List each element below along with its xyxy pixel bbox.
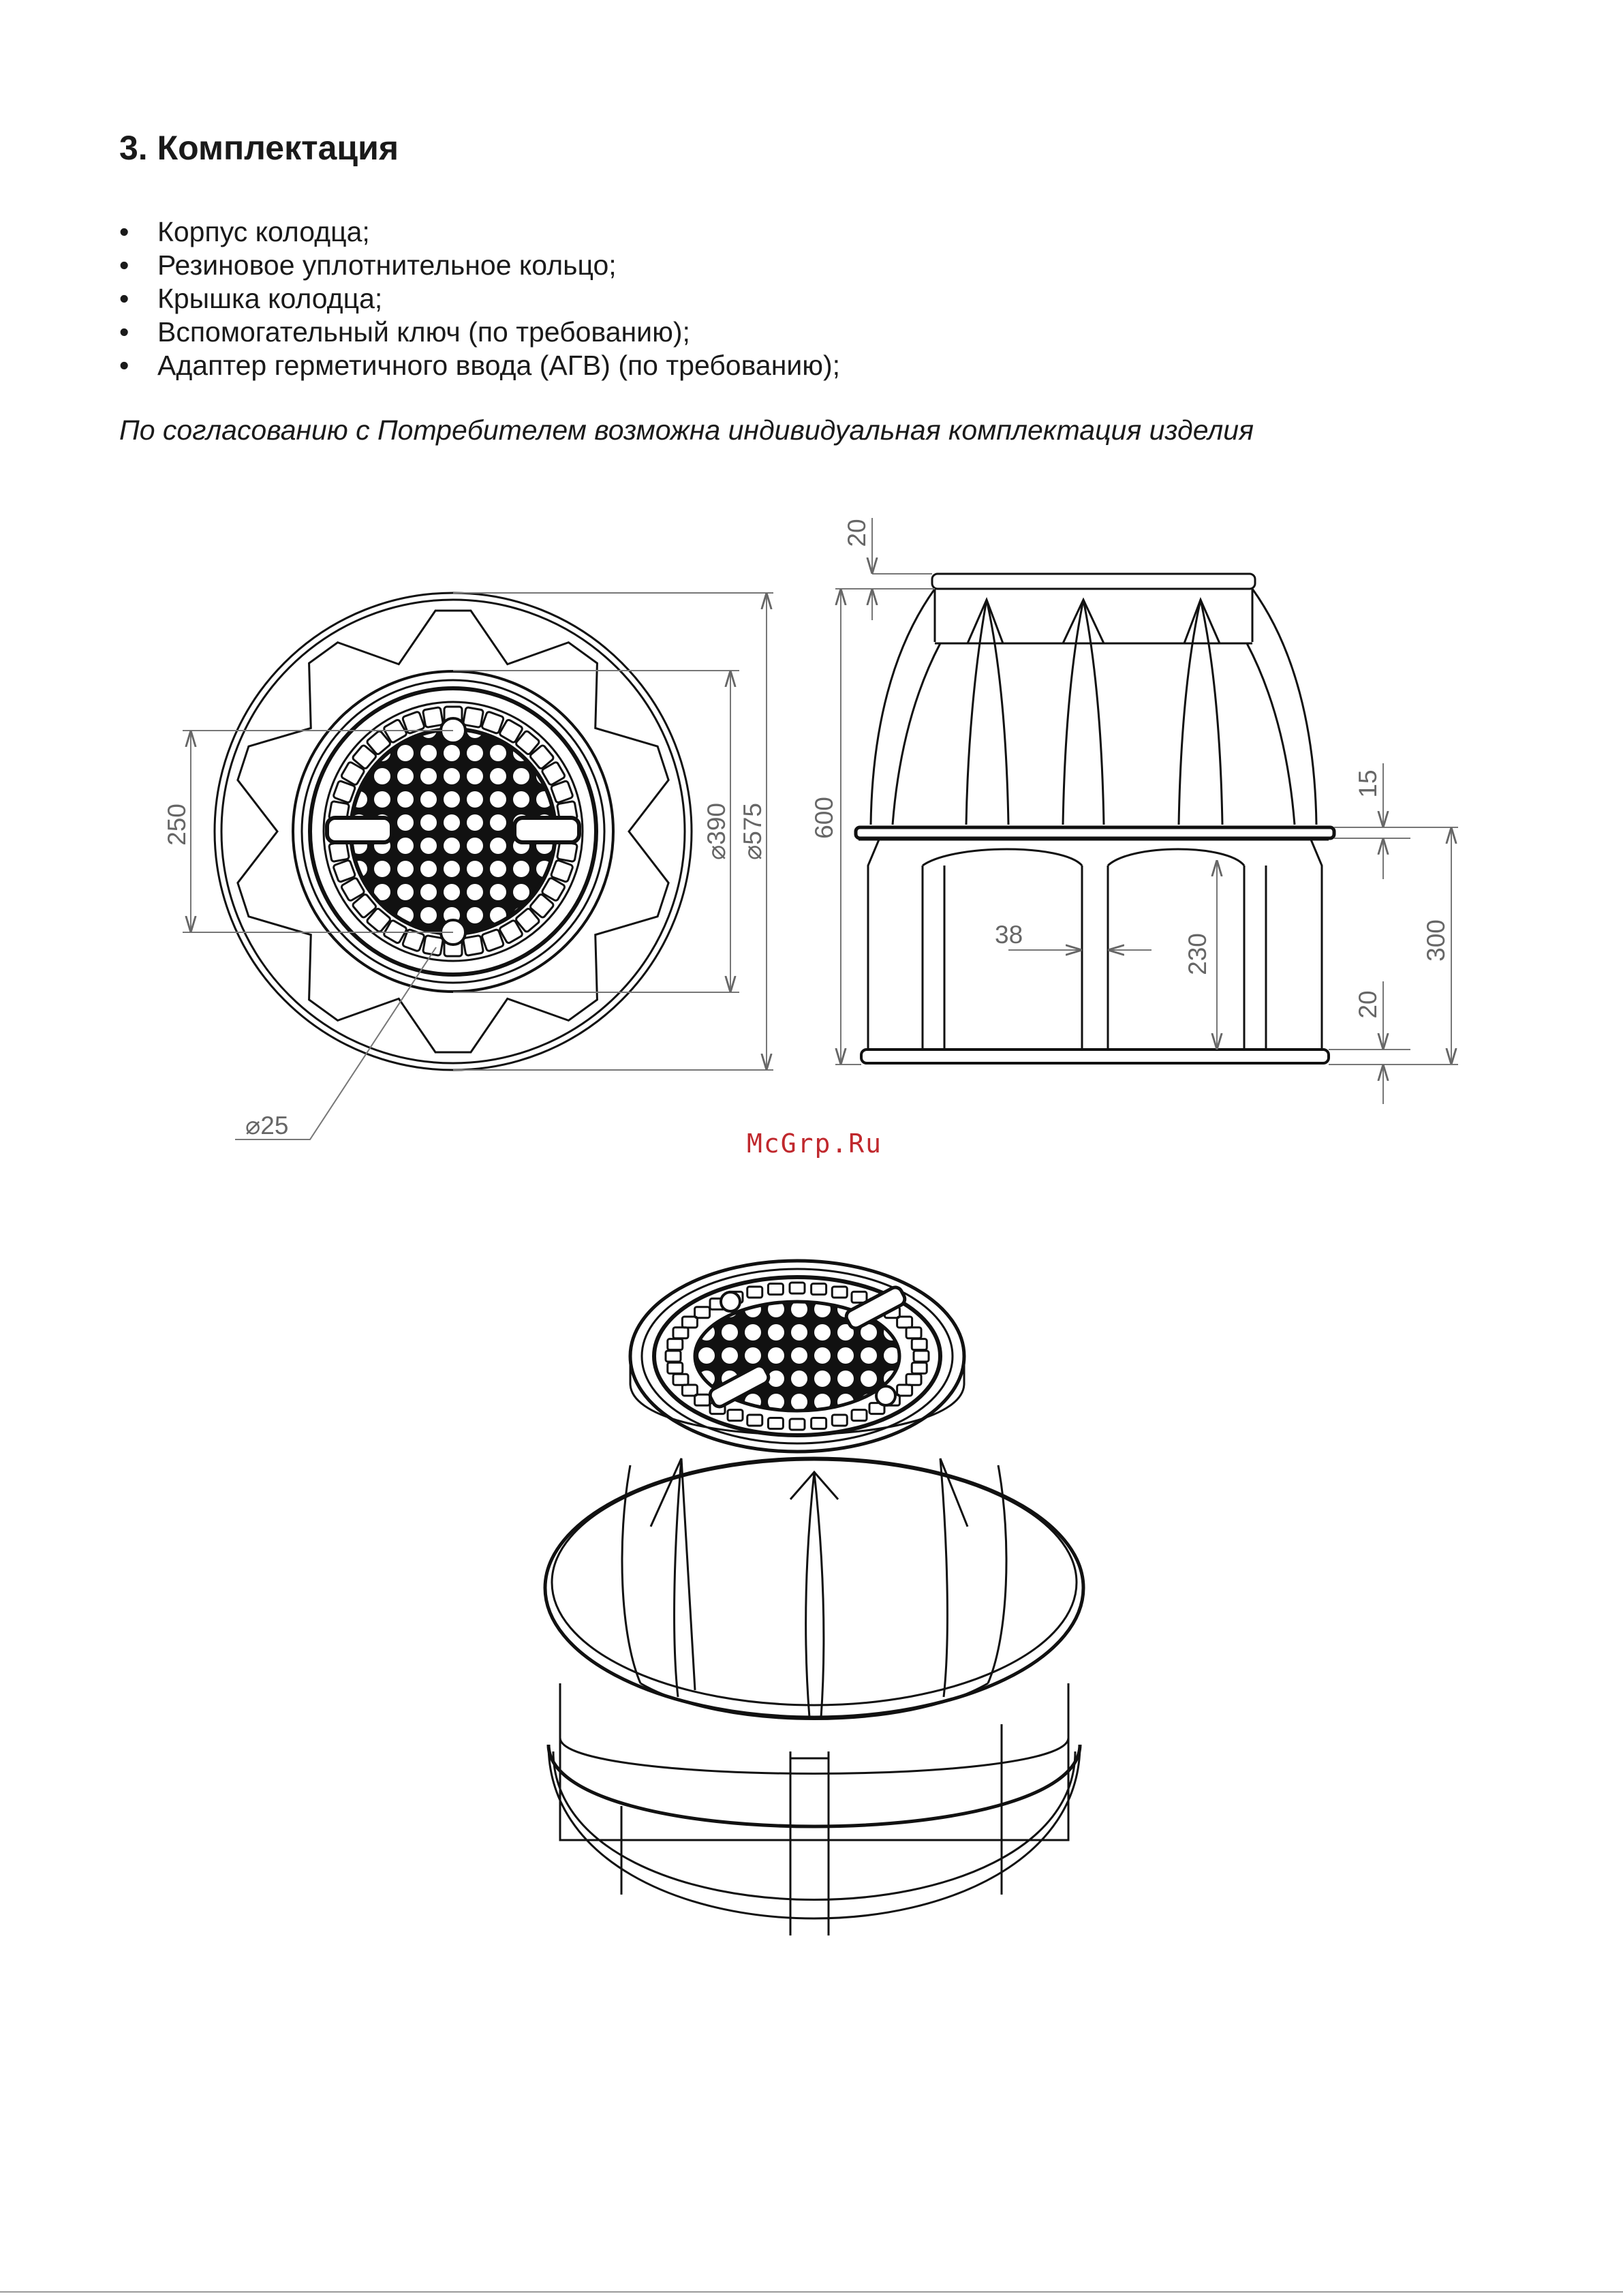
cover-segment <box>912 1339 927 1350</box>
cover-segment <box>673 1328 688 1338</box>
list-item: • Адаптер герметичного ввода (АГВ) (по требованию); <box>119 350 841 381</box>
dim-d25: ⌀25 <box>245 1112 289 1139</box>
list-item: • Вспомогательный ключ (по требованию); <box>119 316 690 348</box>
configuration-note: По согласованию с Потребителем возможна индивидуальная комплектация изделия <box>119 414 1254 446</box>
cover-segment <box>812 1284 826 1295</box>
cover-segment <box>463 935 483 955</box>
cover-segment <box>768 1418 783 1428</box>
cover-segment <box>790 1419 805 1430</box>
cover-segment <box>914 1351 929 1362</box>
cover-segment <box>747 1415 762 1426</box>
side-view <box>856 574 1334 1063</box>
dim-300: 300 <box>1422 919 1450 962</box>
dim-38: 38 <box>995 921 1023 949</box>
list-item: • Резиновое уплотнительное кольцо; <box>119 249 617 281</box>
cover-segment <box>747 1287 762 1298</box>
cover-segment <box>728 1410 743 1421</box>
dim-230: 230 <box>1184 933 1211 975</box>
dim-20-top: 20 <box>843 519 871 547</box>
cover-segment <box>906 1374 921 1385</box>
bullet: • <box>119 283 129 314</box>
cover-segment <box>463 707 483 728</box>
cover-segment <box>790 1283 805 1294</box>
cover-segment <box>812 1418 826 1428</box>
cover-segment <box>668 1339 683 1350</box>
dim-600: 600 <box>810 797 838 839</box>
section-heading: 3. Комплектация <box>119 129 399 167</box>
cover-segment <box>832 1287 847 1298</box>
cover-segment <box>906 1328 921 1338</box>
cover-segment <box>422 707 443 728</box>
bullet: • <box>119 216 129 247</box>
cover-segment <box>668 1362 683 1373</box>
dim-20-bottom: 20 <box>1354 990 1382 1019</box>
footer-divider <box>0 2291 1623 2293</box>
dim-d575: ⌀575 <box>739 802 767 861</box>
dim-d390: ⌀390 <box>702 802 730 861</box>
top-view <box>215 593 692 1070</box>
bullet: • <box>119 350 129 381</box>
cover-segment <box>666 1351 681 1362</box>
bullet: • <box>119 249 129 281</box>
isometric-view <box>545 1261 1083 1935</box>
cover-segment <box>852 1410 867 1421</box>
cover-segment <box>912 1362 927 1373</box>
watermark: McGrp.Ru <box>747 1129 883 1159</box>
cover-segment <box>768 1284 783 1295</box>
dim-250: 250 <box>163 803 191 846</box>
list-item: • Корпус колодца; <box>119 216 370 247</box>
cover-segment <box>673 1374 688 1385</box>
bullet: • <box>119 316 129 348</box>
list-item: • Крышка колодца; <box>119 283 383 314</box>
cover-segment <box>832 1415 847 1426</box>
dim-15: 15 <box>1354 769 1382 798</box>
